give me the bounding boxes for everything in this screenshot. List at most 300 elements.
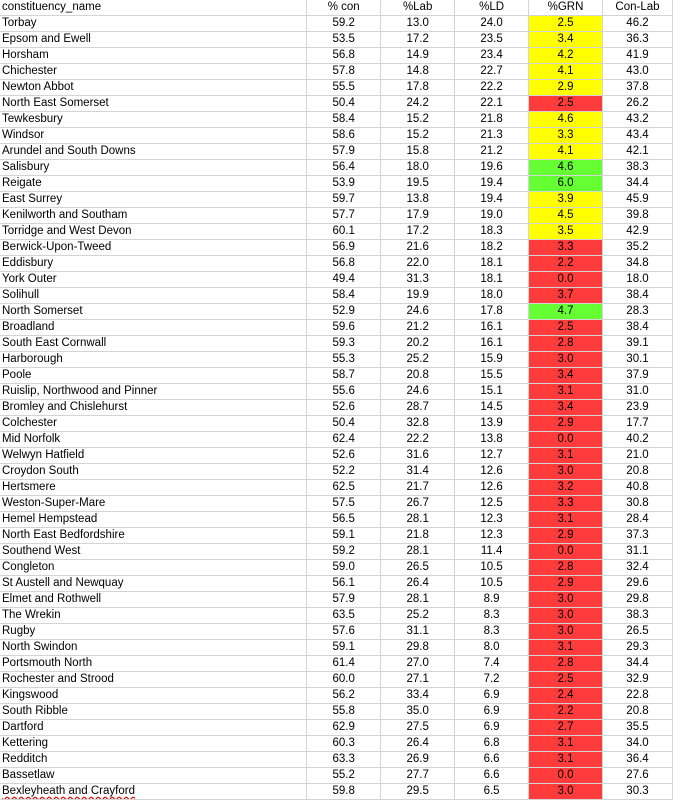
cell-name[interactable]: North East Somerset [0, 96, 307, 112]
cell-name[interactable]: East Surrey [0, 192, 307, 208]
cell-name[interactable]: Broadland [0, 320, 307, 336]
cell-grn[interactable]: 3.0 [529, 784, 603, 800]
cell-lab[interactable]: 17.9 [381, 208, 455, 224]
cell-grn[interactable]: 3.5 [529, 224, 603, 240]
cell-name[interactable]: Reigate [0, 176, 307, 192]
cell-con[interactable]: 52.6 [307, 400, 381, 416]
cell-name[interactable]: Hemel Hempstead [0, 512, 307, 528]
cell-lab[interactable]: 26.4 [381, 576, 455, 592]
cell-grn[interactable]: 3.3 [529, 128, 603, 144]
cell-grn[interactable]: 3.0 [529, 352, 603, 368]
cell-conlab[interactable]: 43.4 [602, 128, 672, 144]
cell-grn[interactable]: 4.6 [529, 160, 603, 176]
cell-con[interactable]: 55.6 [307, 384, 381, 400]
cell-grn[interactable]: 0.0 [529, 272, 603, 288]
cell-conlab[interactable]: 20.8 [602, 464, 672, 480]
cell-ld[interactable]: 12.6 [455, 464, 529, 480]
cell-grn[interactable]: 2.2 [529, 256, 603, 272]
cell-ld[interactable]: 6.9 [455, 688, 529, 704]
cell-grn[interactable]: 3.3 [529, 240, 603, 256]
cell-grn[interactable]: 3.0 [529, 464, 603, 480]
cell-grn[interactable]: 0.0 [529, 544, 603, 560]
cell-lab[interactable]: 26.4 [381, 736, 455, 752]
cell-grn[interactable]: 2.5 [529, 96, 603, 112]
cell-ld[interactable]: 23.4 [455, 48, 529, 64]
cell-lab[interactable]: 25.2 [381, 608, 455, 624]
cell-conlab[interactable]: 41.9 [602, 48, 672, 64]
header-cell-grn[interactable]: %GRN [529, 0, 603, 16]
cell-ld[interactable]: 7.4 [455, 656, 529, 672]
cell-lab[interactable]: 24.2 [381, 96, 455, 112]
cell-ld[interactable]: 18.2 [455, 240, 529, 256]
cell-name[interactable]: Kingswood [0, 688, 307, 704]
cell-conlab[interactable]: 36.3 [602, 32, 672, 48]
cell-name[interactable]: Torbay [0, 16, 307, 32]
cell-grn[interactable]: 3.3 [529, 496, 603, 512]
cell-grn[interactable]: 2.9 [529, 528, 603, 544]
cell-grn[interactable]: 3.0 [529, 592, 603, 608]
cell-grn[interactable]: 3.2 [529, 480, 603, 496]
cell-lab[interactable]: 31.4 [381, 464, 455, 480]
cell-conlab[interactable]: 34.0 [602, 736, 672, 752]
cell-con[interactable]: 49.4 [307, 272, 381, 288]
cell-ld[interactable]: 15.9 [455, 352, 529, 368]
cell-ld[interactable]: 21.8 [455, 112, 529, 128]
cell-name[interactable]: Southend West [0, 544, 307, 560]
cell-grn[interactable]: 2.8 [529, 336, 603, 352]
cell-grn[interactable]: 3.4 [529, 368, 603, 384]
cell-conlab[interactable]: 32.9 [602, 672, 672, 688]
cell-con[interactable]: 56.9 [307, 240, 381, 256]
cell-lab[interactable]: 26.9 [381, 752, 455, 768]
cell-grn[interactable]: 3.1 [529, 448, 603, 464]
cell-grn[interactable]: 2.9 [529, 80, 603, 96]
cell-conlab[interactable]: 45.9 [602, 192, 672, 208]
cell-ld[interactable]: 22.1 [455, 96, 529, 112]
cell-conlab[interactable]: 30.3 [602, 784, 672, 800]
cell-lab[interactable]: 32.8 [381, 416, 455, 432]
cell-conlab[interactable]: 37.9 [602, 368, 672, 384]
cell-lab[interactable]: 13.0 [381, 16, 455, 32]
cell-lab[interactable]: 29.8 [381, 640, 455, 656]
cell-ld[interactable]: 19.4 [455, 192, 529, 208]
cell-ld[interactable]: 24.0 [455, 16, 529, 32]
cell-conlab[interactable]: 40.2 [602, 432, 672, 448]
cell-name[interactable]: Poole [0, 368, 307, 384]
cell-ld[interactable]: 17.8 [455, 304, 529, 320]
cell-lab[interactable]: 15.2 [381, 112, 455, 128]
header-cell-ld[interactable]: %LD [455, 0, 529, 16]
cell-con[interactable]: 62.5 [307, 480, 381, 496]
cell-conlab[interactable]: 39.8 [602, 208, 672, 224]
cell-grn[interactable]: 0.0 [529, 768, 603, 784]
cell-name[interactable]: Salisbury [0, 160, 307, 176]
cell-lab[interactable]: 27.1 [381, 672, 455, 688]
cell-grn[interactable]: 3.9 [529, 192, 603, 208]
cell-grn[interactable]: 2.5 [529, 672, 603, 688]
cell-ld[interactable]: 11.4 [455, 544, 529, 560]
cell-name[interactable]: Arundel and South Downs [0, 144, 307, 160]
cell-con[interactable]: 57.9 [307, 144, 381, 160]
cell-lab[interactable]: 35.0 [381, 704, 455, 720]
cell-ld[interactable]: 12.3 [455, 528, 529, 544]
cell-name[interactable]: Solihull [0, 288, 307, 304]
cell-con[interactable]: 59.7 [307, 192, 381, 208]
cell-lab[interactable]: 31.6 [381, 448, 455, 464]
cell-conlab[interactable]: 34.4 [602, 656, 672, 672]
cell-ld[interactable]: 10.5 [455, 576, 529, 592]
cell-con[interactable]: 52.2 [307, 464, 381, 480]
cell-conlab[interactable]: 43.2 [602, 112, 672, 128]
cell-ld[interactable]: 6.9 [455, 704, 529, 720]
cell-conlab[interactable]: 26.2 [602, 96, 672, 112]
cell-conlab[interactable]: 23.9 [602, 400, 672, 416]
cell-conlab[interactable]: 31.1 [602, 544, 672, 560]
cell-conlab[interactable]: 38.4 [602, 320, 672, 336]
cell-name[interactable]: Portsmouth North [0, 656, 307, 672]
cell-ld[interactable]: 6.6 [455, 752, 529, 768]
cell-name[interactable]: Berwick-Upon-Tweed [0, 240, 307, 256]
cell-grn[interactable]: 2.5 [529, 16, 603, 32]
cell-lab[interactable]: 19.5 [381, 176, 455, 192]
cell-grn[interactable]: 3.1 [529, 640, 603, 656]
cell-name[interactable]: Elmet and Rothwell [0, 592, 307, 608]
cell-conlab[interactable]: 38.3 [602, 160, 672, 176]
cell-con[interactable]: 58.4 [307, 112, 381, 128]
header-cell-conlab[interactable]: Con-Lab [602, 0, 672, 16]
cell-con[interactable]: 62.9 [307, 720, 381, 736]
cell-grn[interactable]: 4.7 [529, 304, 603, 320]
cell-name[interactable]: South Ribble [0, 704, 307, 720]
cell-conlab[interactable]: 42.1 [602, 144, 672, 160]
cell-con[interactable]: 62.4 [307, 432, 381, 448]
cell-grn[interactable]: 4.6 [529, 112, 603, 128]
cell-lab[interactable]: 15.8 [381, 144, 455, 160]
cell-name[interactable]: South East Cornwall [0, 336, 307, 352]
cell-lab[interactable]: 21.8 [381, 528, 455, 544]
cell-name[interactable]: Torridge and West Devon [0, 224, 307, 240]
cell-lab[interactable]: 20.8 [381, 368, 455, 384]
cell-name[interactable]: North East Bedfordshire [0, 528, 307, 544]
cell-con[interactable]: 55.5 [307, 80, 381, 96]
cell-lab[interactable]: 27.7 [381, 768, 455, 784]
cell-ld[interactable]: 18.3 [455, 224, 529, 240]
cell-grn[interactable]: 2.8 [529, 560, 603, 576]
cell-lab[interactable]: 15.2 [381, 128, 455, 144]
cell-grn[interactable]: 2.8 [529, 656, 603, 672]
cell-con[interactable]: 60.1 [307, 224, 381, 240]
cell-conlab[interactable]: 31.0 [602, 384, 672, 400]
cell-ld[interactable]: 7.2 [455, 672, 529, 688]
cell-grn[interactable]: 3.0 [529, 608, 603, 624]
cell-conlab[interactable]: 38.3 [602, 608, 672, 624]
cell-conlab[interactable]: 34.4 [602, 176, 672, 192]
cell-conlab[interactable]: 21.0 [602, 448, 672, 464]
cell-name[interactable]: Harborough [0, 352, 307, 368]
cell-ld[interactable]: 16.1 [455, 336, 529, 352]
cell-name[interactable]: Epsom and Ewell [0, 32, 307, 48]
cell-con[interactable]: 57.5 [307, 496, 381, 512]
cell-con[interactable]: 50.4 [307, 416, 381, 432]
cell-lab[interactable]: 20.2 [381, 336, 455, 352]
cell-ld[interactable]: 16.1 [455, 320, 529, 336]
cell-conlab[interactable]: 36.4 [602, 752, 672, 768]
cell-ld[interactable]: 13.8 [455, 432, 529, 448]
cell-lab[interactable]: 22.2 [381, 432, 455, 448]
cell-lab[interactable]: 19.9 [381, 288, 455, 304]
cell-ld[interactable]: 15.5 [455, 368, 529, 384]
cell-ld[interactable]: 12.6 [455, 480, 529, 496]
cell-ld[interactable]: 6.8 [455, 736, 529, 752]
cell-lab[interactable]: 21.7 [381, 480, 455, 496]
cell-grn[interactable]: 3.1 [529, 384, 603, 400]
cell-lab[interactable]: 13.8 [381, 192, 455, 208]
cell-con[interactable]: 53.9 [307, 176, 381, 192]
cell-name[interactable]: Horsham [0, 48, 307, 64]
cell-con[interactable]: 56.2 [307, 688, 381, 704]
cell-con[interactable]: 55.8 [307, 704, 381, 720]
cell-name[interactable]: Tewkesbury [0, 112, 307, 128]
cell-name[interactable]: Redditch [0, 752, 307, 768]
cell-lab[interactable]: 28.7 [381, 400, 455, 416]
cell-grn[interactable]: 0.0 [529, 432, 603, 448]
cell-ld[interactable]: 15.1 [455, 384, 529, 400]
cell-ld[interactable]: 21.3 [455, 128, 529, 144]
cell-grn[interactable]: 3.1 [529, 736, 603, 752]
cell-con[interactable]: 58.7 [307, 368, 381, 384]
cell-con[interactable]: 56.1 [307, 576, 381, 592]
cell-name[interactable]: Eddisbury [0, 256, 307, 272]
cell-con[interactable]: 57.6 [307, 624, 381, 640]
cell-con[interactable]: 61.4 [307, 656, 381, 672]
cell-con[interactable]: 55.2 [307, 768, 381, 784]
cell-con[interactable]: 56.8 [307, 48, 381, 64]
cell-name[interactable]: Dartford [0, 720, 307, 736]
cell-grn[interactable]: 2.9 [529, 416, 603, 432]
cell-name[interactable]: Welwyn Hatfield [0, 448, 307, 464]
cell-conlab[interactable]: 39.1 [602, 336, 672, 352]
cell-conlab[interactable]: 43.0 [602, 64, 672, 80]
cell-ld[interactable]: 14.5 [455, 400, 529, 416]
cell-grn[interactable]: 2.5 [529, 320, 603, 336]
cell-lab[interactable]: 17.2 [381, 224, 455, 240]
cell-name[interactable]: Bromley and Chislehurst [0, 400, 307, 416]
cell-lab[interactable]: 17.8 [381, 80, 455, 96]
cell-lab[interactable]: 28.1 [381, 512, 455, 528]
cell-lab[interactable]: 27.5 [381, 720, 455, 736]
cell-lab[interactable]: 24.6 [381, 384, 455, 400]
cell-name[interactable]: Mid Norfolk [0, 432, 307, 448]
cell-conlab[interactable]: 37.8 [602, 80, 672, 96]
cell-ld[interactable]: 6.6 [455, 768, 529, 784]
cell-name[interactable] [0, 784, 307, 800]
cell-conlab[interactable]: 29.6 [602, 576, 672, 592]
cell-lab[interactable]: 14.9 [381, 48, 455, 64]
cell-grn[interactable]: 2.2 [529, 704, 603, 720]
cell-ld[interactable]: 12.3 [455, 512, 529, 528]
cell-conlab[interactable]: 32.4 [602, 560, 672, 576]
cell-con[interactable]: 59.0 [307, 560, 381, 576]
header-cell-constituency[interactable]: constituency_name [0, 0, 307, 16]
header-cell-con[interactable]: % con [307, 0, 381, 16]
cell-ld[interactable]: 8.3 [455, 624, 529, 640]
cell-ld[interactable]: 12.5 [455, 496, 529, 512]
cell-conlab[interactable]: 30.1 [602, 352, 672, 368]
cell-name[interactable]: North Somerset [0, 304, 307, 320]
cell-ld[interactable]: 18.1 [455, 272, 529, 288]
cell-con[interactable]: 56.5 [307, 512, 381, 528]
cell-con[interactable]: 59.6 [307, 320, 381, 336]
cell-name[interactable]: Newton Abbot [0, 80, 307, 96]
cell-con[interactable]: 52.6 [307, 448, 381, 464]
cell-lab[interactable]: 29.5 [381, 784, 455, 800]
cell-conlab[interactable]: 28.3 [602, 304, 672, 320]
cell-lab[interactable]: 25.2 [381, 352, 455, 368]
cell-conlab[interactable]: 29.8 [602, 592, 672, 608]
cell-conlab[interactable]: 29.3 [602, 640, 672, 656]
cell-ld[interactable]: 19.6 [455, 160, 529, 176]
cell-grn[interactable]: 3.4 [529, 400, 603, 416]
cell-name[interactable]: North Swindon [0, 640, 307, 656]
cell-grn[interactable]: 2.9 [529, 576, 603, 592]
cell-lab[interactable]: 17.2 [381, 32, 455, 48]
cell-grn[interactable]: 3.0 [529, 624, 603, 640]
cell-lab[interactable]: 33.4 [381, 688, 455, 704]
cell-lab[interactable]: 26.7 [381, 496, 455, 512]
cell-grn[interactable]: 3.7 [529, 288, 603, 304]
cell-lab[interactable]: 18.0 [381, 160, 455, 176]
cell-ld[interactable]: 6.9 [455, 720, 529, 736]
cell-conlab[interactable]: 28.4 [602, 512, 672, 528]
cell-conlab[interactable]: 22.8 [602, 688, 672, 704]
cell-lab[interactable]: 28.1 [381, 544, 455, 560]
cell-con[interactable]: 53.5 [307, 32, 381, 48]
cell-con[interactable]: 59.1 [307, 528, 381, 544]
cell-con[interactable]: 55.3 [307, 352, 381, 368]
cell-conlab[interactable]: 17.7 [602, 416, 672, 432]
cell-con[interactable]: 59.2 [307, 16, 381, 32]
cell-lab[interactable]: 26.5 [381, 560, 455, 576]
cell-con[interactable]: 57.9 [307, 592, 381, 608]
cell-grn[interactable]: 6.0 [529, 176, 603, 192]
cell-ld[interactable]: 12.7 [455, 448, 529, 464]
cell-con[interactable]: 50.4 [307, 96, 381, 112]
cell-name[interactable]: Rugby [0, 624, 307, 640]
cell-conlab[interactable]: 20.8 [602, 704, 672, 720]
cell-con[interactable]: 56.4 [307, 160, 381, 176]
cell-ld[interactable]: 8.0 [455, 640, 529, 656]
cell-ld[interactable]: 6.5 [455, 784, 529, 800]
cell-grn[interactable]: 4.1 [529, 64, 603, 80]
cell-lab[interactable]: 27.0 [381, 656, 455, 672]
cell-grn[interactable]: 3.1 [529, 512, 603, 528]
cell-ld[interactable]: 8.3 [455, 608, 529, 624]
header-cell-lab[interactable]: %Lab [381, 0, 455, 16]
cell-lab[interactable]: 14.8 [381, 64, 455, 80]
cell-name[interactable]: Chichester [0, 64, 307, 80]
cell-lab[interactable]: 31.3 [381, 272, 455, 288]
cell-grn[interactable]: 2.4 [529, 688, 603, 704]
cell-conlab[interactable]: 26.5 [602, 624, 672, 640]
cell-ld[interactable]: 18.1 [455, 256, 529, 272]
cell-ld[interactable]: 18.0 [455, 288, 529, 304]
cell-name[interactable]: St Austell and Newquay [0, 576, 307, 592]
cell-name[interactable]: Windsor [0, 128, 307, 144]
cell-con[interactable]: 57.8 [307, 64, 381, 80]
cell-grn[interactable]: 3.1 [529, 752, 603, 768]
cell-name[interactable]: Colchester [0, 416, 307, 432]
cell-conlab[interactable]: 40.8 [602, 480, 672, 496]
cell-con[interactable]: 58.4 [307, 288, 381, 304]
cell-ld[interactable]: 8.9 [455, 592, 529, 608]
cell-name[interactable]: Congleton [0, 560, 307, 576]
cell-conlab[interactable]: 42.9 [602, 224, 672, 240]
cell-conlab[interactable]: 35.5 [602, 720, 672, 736]
cell-lab[interactable]: 22.0 [381, 256, 455, 272]
cell-con[interactable]: 52.9 [307, 304, 381, 320]
cell-name[interactable]: Weston-Super-Mare [0, 496, 307, 512]
cell-ld[interactable]: 22.7 [455, 64, 529, 80]
cell-name[interactable]: Kenilworth and Southam [0, 208, 307, 224]
cell-con[interactable]: 59.2 [307, 544, 381, 560]
cell-ld[interactable]: 21.2 [455, 144, 529, 160]
cell-con[interactable]: 59.8 [307, 784, 381, 800]
cell-con[interactable]: 57.7 [307, 208, 381, 224]
cell-ld[interactable]: 13.9 [455, 416, 529, 432]
cell-grn[interactable]: 2.7 [529, 720, 603, 736]
cell-ld[interactable]: 19.4 [455, 176, 529, 192]
cell-con[interactable]: 60.0 [307, 672, 381, 688]
cell-ld[interactable]: 19.0 [455, 208, 529, 224]
cell-ld[interactable]: 22.2 [455, 80, 529, 96]
cell-lab[interactable]: 21.2 [381, 320, 455, 336]
cell-conlab[interactable]: 27.6 [602, 768, 672, 784]
cell-conlab[interactable]: 18.0 [602, 272, 672, 288]
cell-conlab[interactable]: 38.4 [602, 288, 672, 304]
cell-ld[interactable]: 23.5 [455, 32, 529, 48]
cell-con[interactable]: 59.3 [307, 336, 381, 352]
cell-grn[interactable]: 4.2 [529, 48, 603, 64]
cell-conlab[interactable]: 46.2 [602, 16, 672, 32]
cell-name[interactable]: Croydon South [0, 464, 307, 480]
cell-lab[interactable]: 24.6 [381, 304, 455, 320]
cell-grn[interactable]: 4.5 [529, 208, 603, 224]
cell-conlab[interactable]: 34.8 [602, 256, 672, 272]
cell-con[interactable]: 59.1 [307, 640, 381, 656]
cell-name[interactable]: Rochester and Strood [0, 672, 307, 688]
cell-name[interactable]: York Outer [0, 272, 307, 288]
cell-con[interactable]: 56.8 [307, 256, 381, 272]
cell-name[interactable]: Bassetlaw [0, 768, 307, 784]
cell-con[interactable]: 63.3 [307, 752, 381, 768]
cell-ld[interactable]: 10.5 [455, 560, 529, 576]
cell-lab[interactable]: 31.1 [381, 624, 455, 640]
cell-name[interactable]: Ruislip, Northwood and Pinner [0, 384, 307, 400]
cell-lab[interactable]: 28.1 [381, 592, 455, 608]
cell-con[interactable]: 63.5 [307, 608, 381, 624]
cell-name[interactable]: Hertsmere [0, 480, 307, 496]
cell-name[interactable]: The Wrekin [0, 608, 307, 624]
cell-grn[interactable]: 4.1 [529, 144, 603, 160]
cell-grn[interactable]: 3.4 [529, 32, 603, 48]
cell-lab[interactable]: 21.6 [381, 240, 455, 256]
cell-name[interactable]: Kettering [0, 736, 307, 752]
cell-conlab[interactable]: 35.2 [602, 240, 672, 256]
cell-con[interactable]: 58.6 [307, 128, 381, 144]
cell-conlab[interactable]: 30.8 [602, 496, 672, 512]
cell-conlab[interactable]: 37.3 [602, 528, 672, 544]
cell-con[interactable]: 60.3 [307, 736, 381, 752]
